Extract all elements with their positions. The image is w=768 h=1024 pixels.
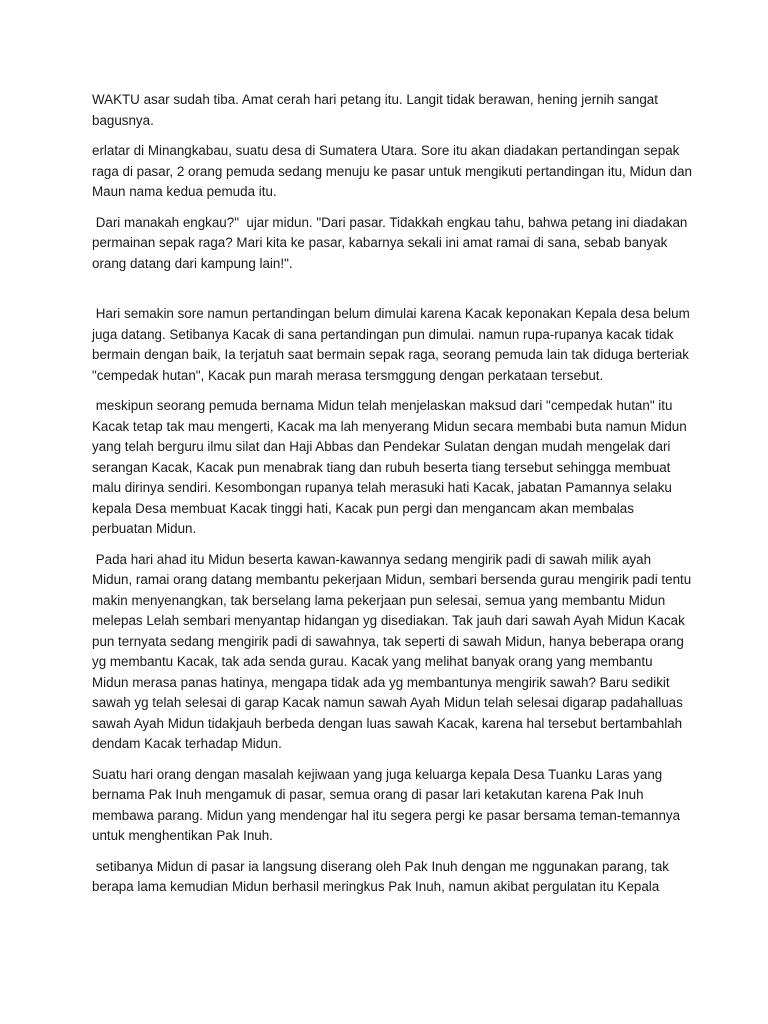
paragraph-3: Dari manakah engkau?" ujar midun. "Dari pasar. Tidakkah engkau tahu, bahwa petang ini diadakan permainan sepak raga? Mari kita ke pasar, kabarnya sekali ini amat ramai di sana, sebab banyak orang datang dari kampung lain!". (92, 214, 692, 271)
paragraph-7: Suatu hari orang dengan masalah kejiwaan yang juga keluarga kepala Desa Tuanku Laras yang bernama Pak Inuh mengamuk di pasar, semua orang di pasar lari ketakutan karena Pak Inuh membawa parang. Midun yang mendengar hal itu segera pergi ke pasar bersama teman-temannya untuk menghentikan Pak Inuh. (92, 766, 684, 843)
paragraph-1: WAKTU asar sudah tiba. Amat cerah hari petang itu. Langit tidak berawan, hening jernih sangat bagusnya. (92, 92, 662, 128)
paragraph-8: setibanya Midun di pasar ia langsung diserang oleh Pak Inuh dengan me nggunakan parang, tak berapa lama kemudian Midun berhasil meringkus Pak Inuh, namun akibat pergulatan itu Kepala (92, 858, 673, 894)
paragraph-6: Pada hari ahad itu Midun beserta kawan-kawannya sedang mengirik padi di sawah milik ayah Midun, ramai orang datang membantu pekerjaan Midun, sembari bersenda gurau mengirik padi tentu makin menyenangkan, tak berselang lama pekerjaan pun selesai, semua yang membantu Midun melepas Lelah sembari menyantap hidangan yg disediakan. Tak jauh dari sawah Ayah Midun Kacak pun ternyata sedang mengirik padi di sawahnya, tak seperti di sawah Midun, hanya beberapa orang yg membantu Kacak, tak ada senda gurau. Kacak yang melihat banyak orang yang membantu Midun merasa panas hatinya, mengapa tidak ada yg membantunya mengirik sawah? Baru sedikit sawah yg telah selesai di garap Kacak namun sawah Ayah Midun telah selesai digarap padahalluas sawah Ayah Midun tidakjauh berbeda dengan luas sawah Kacak, karena hal tersebut bertambahlah dendam Kacak terhadap Midun. (92, 551, 695, 751)
paragraph-5: meskipun seorang pemuda bernama Midun telah menjelaskan maksud dari "cempedak hutan" itu Kacak tetap tak mau mengerti, Kacak ma lah menyerang Midun secara membabi buta namun Midun yang telah berguru ilmu silat dan Haji Abbas dan Pendekar Sulatan dengan mudah mengelak dari serangan Kacak, Kacak pun menabrak tiang dan rubuh beserta tiang tersebut sehingga membuat malu dirinya sendiri. Kesombongan rupanya telah merasuki hati Kacak, jabatan Pamannya selaku kepala Desa membuat Kacak tinggi hati, Kacak pun pergi dan mengancam akan membalas perbuatan Midun. (92, 398, 691, 536)
paragraph-4: Hari semakin sore namun pertandingan belum dimulai karena Kacak keponakan Kepala desa belum juga datang. Setibanya Kacak di sana pertandingan pun dimulai. namun rupa-rupanya kacak tidak bermain dengan baik, Ia terjatuh saat bermain sepak raga, seorang pemuda lain tak diduga berteriak "cempedak hutan", Kacak pun marah merasa tersmggung dengan perkataan tersebut. (92, 306, 694, 383)
paragraph-2: erlatar di Minangkabau, suatu desa di Sumatera Utara. Sore itu akan diadakan pertandingan sepak raga di pasar, 2 orang pemuda sedang menuju ke pasar untuk mengikuti pertandingan itu, Midun dan Maun nama kedua pemuda itu. (92, 143, 696, 199)
document-page (92, 90, 696, 908)
